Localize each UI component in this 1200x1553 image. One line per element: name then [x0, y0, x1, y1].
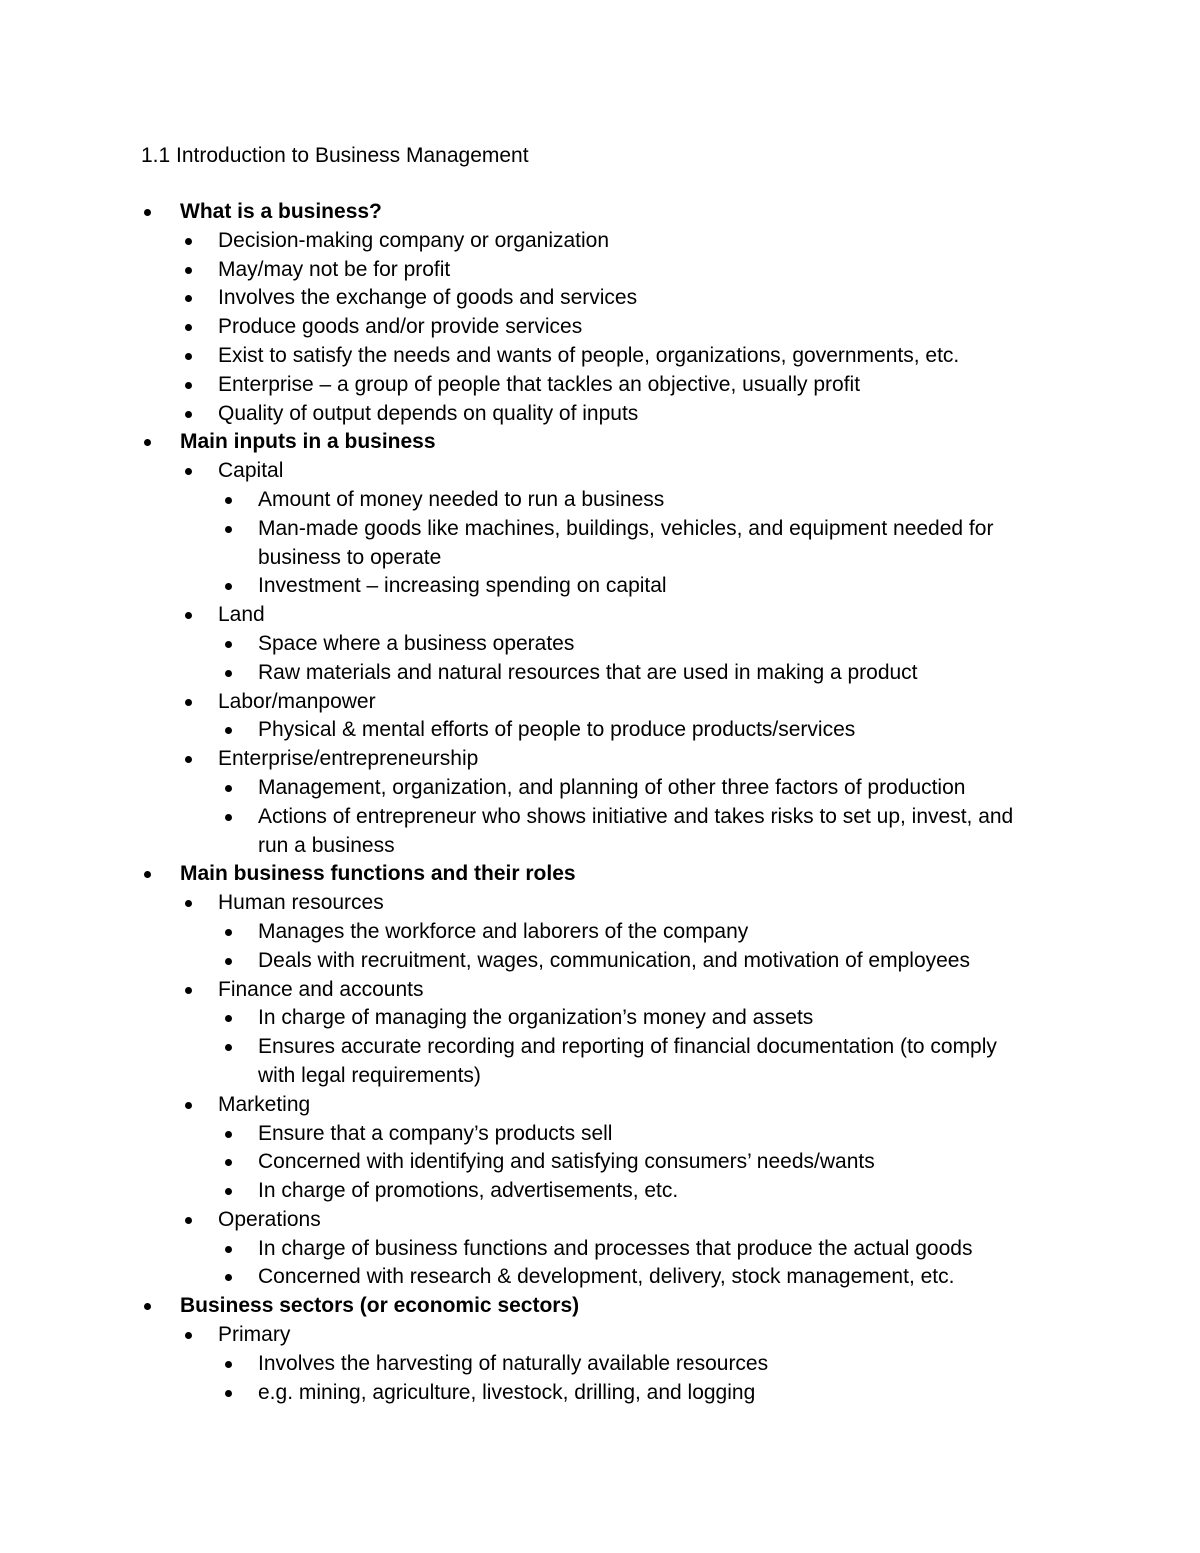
bullet-icon	[225, 785, 232, 792]
bullet-icon	[185, 411, 192, 418]
bullet-icon	[144, 439, 151, 446]
bullet-text: Labor/manpower	[218, 689, 376, 713]
bullet-item	[0, 371, 1200, 400]
bullet-text: May/may not be for profit	[218, 257, 451, 281]
bullet-item	[0, 918, 1200, 947]
bullet-icon	[185, 1217, 192, 1224]
bullet-text-continuation: business to operate	[258, 545, 442, 569]
bullet-item	[0, 1033, 1200, 1062]
bullet-text: Business sectors (or economic sectors)	[180, 1294, 580, 1318]
bullet-text: Quality of output depends on quality of inputs	[218, 401, 639, 425]
bullet-icon	[185, 612, 192, 619]
bullet-icon	[185, 756, 192, 763]
bullet-text: Operations	[218, 1207, 321, 1231]
bullet-icon	[144, 871, 151, 878]
bullet-text: In charge of managing the organization’s money and assets	[258, 1006, 814, 1030]
bullet-item	[0, 457, 1200, 486]
bullet-icon	[185, 987, 192, 994]
section-heading-item	[0, 860, 1200, 889]
bullet-text: e.g. mining, agriculture, livestock, drilling, and logging	[258, 1380, 756, 1404]
bullet-icon	[144, 209, 151, 216]
bullet-icon	[225, 1390, 232, 1397]
bullet-item	[0, 400, 1200, 429]
bullet-icon	[225, 929, 232, 936]
bullet-item	[0, 774, 1200, 803]
bullet-text: Capital	[218, 459, 284, 483]
bullet-icon	[225, 814, 232, 821]
bullet-text: Ensures accurate recording and reporting of financial documentation (to comply	[258, 1035, 997, 1059]
bullet-text: What is a business?	[180, 200, 382, 223]
bullet-text: Manages the workforce and laborers of the company	[258, 919, 749, 943]
bullet-icon	[185, 1332, 192, 1339]
bullet-icon	[225, 1274, 232, 1281]
bullet-text: In charge of business functions and processes that produce the actual goods	[258, 1236, 973, 1260]
bullet-icon	[225, 1361, 232, 1368]
bullet-icon	[225, 583, 232, 590]
bullet-text: Space where a business operates	[258, 631, 575, 655]
bullet-item	[0, 1120, 1200, 1149]
section-heading-item	[0, 198, 1200, 227]
bullet-text: Involves the harvesting of naturally available resources	[258, 1351, 769, 1375]
bullet-item-continuation	[0, 1062, 1200, 1091]
bullet-icon	[225, 1188, 232, 1195]
bullet-item	[0, 889, 1200, 918]
bullet-text: In charge of promotions, advertisements, etc.	[258, 1179, 679, 1203]
bullet-text: Primary	[218, 1323, 291, 1347]
bullet-icon	[225, 641, 232, 648]
bullet-icon	[225, 1044, 232, 1051]
bullet-text: Amount of money needed to run a business	[258, 487, 665, 511]
bullet-text: Investment – increasing spending on capital	[258, 574, 667, 598]
bullet-item	[0, 659, 1200, 688]
bullet-item	[0, 284, 1200, 313]
bullet-item	[0, 227, 1200, 256]
bullet-text: Actions of entrepreneur who shows initiative and takes risks to set up, invest, and	[258, 804, 1014, 828]
bullet-item	[0, 1148, 1200, 1177]
bullet-text: Land	[218, 603, 265, 627]
bullet-text-continuation: run a business	[258, 833, 395, 857]
bullet-item	[0, 515, 1200, 544]
bullet-item	[0, 486, 1200, 515]
bullet-item	[0, 256, 1200, 285]
bullet-icon	[225, 670, 232, 677]
bullet-icon	[185, 900, 192, 907]
page-title: 1.1 Introduction to Business Management	[141, 144, 529, 167]
bullet-icon	[185, 1102, 192, 1109]
bullet-item	[0, 572, 1200, 601]
bullet-item	[0, 1379, 1200, 1408]
bullet-icon	[185, 295, 192, 302]
bullet-item-continuation	[0, 832, 1200, 861]
bullet-text: Enterprise/entrepreneurship	[218, 747, 479, 771]
bullet-icon	[225, 958, 232, 965]
bullet-item	[0, 1321, 1200, 1350]
bullet-item	[0, 976, 1200, 1005]
bullet-text: Ensure that a company’s products sell	[258, 1121, 613, 1145]
bullet-item	[0, 313, 1200, 342]
outline-list	[0, 198, 1200, 1407]
bullet-text: Main business functions and their roles	[180, 862, 576, 886]
bullet-text: Exist to satisfy the needs and wants of people, organizations, governments, etc.	[218, 343, 960, 367]
bullet-text: Main inputs in a business	[180, 430, 436, 454]
section-heading-item	[0, 1292, 1200, 1321]
bullet-item	[0, 688, 1200, 717]
bullet-text: Involves the exchange of goods and services	[218, 286, 638, 310]
bullet-item	[0, 1263, 1200, 1292]
bullet-icon	[185, 353, 192, 360]
bullet-text: Deals with recruitment, wages, communication, and motivation of employees	[258, 948, 970, 972]
bullet-item	[0, 1206, 1200, 1235]
bullet-item	[0, 803, 1200, 832]
bullet-item	[0, 1091, 1200, 1120]
bullet-icon	[225, 1131, 232, 1138]
bullet-item	[0, 1177, 1200, 1206]
bullet-text: Concerned with research & development, delivery, stock management, etc.	[258, 1265, 955, 1289]
bullet-icon	[185, 324, 192, 331]
section-heading-item	[0, 428, 1200, 457]
bullet-text: Marketing	[218, 1092, 311, 1116]
bullet-text: Finance and accounts	[218, 977, 424, 1001]
bullet-item	[0, 745, 1200, 774]
bullet-item	[0, 1004, 1200, 1033]
bullet-icon	[225, 497, 232, 504]
bullet-icon	[185, 382, 192, 389]
bullet-icon	[144, 1303, 151, 1310]
bullet-text: Concerned with identifying and satisfying consumers’ needs/wants	[258, 1150, 875, 1174]
bullet-item	[0, 1235, 1200, 1264]
bullet-item	[0, 947, 1200, 976]
bullet-item	[0, 601, 1200, 630]
bullet-item-continuation	[0, 544, 1200, 573]
bullet-icon	[225, 1246, 232, 1253]
bullet-icon	[185, 238, 192, 245]
bullet-icon	[225, 1159, 232, 1166]
bullet-item	[0, 630, 1200, 659]
bullet-text: Produce goods and/or provide services	[218, 315, 583, 339]
bullet-text: Man-made goods like machines, buildings, vehicles, and equipment needed for	[258, 516, 994, 540]
bullet-icon	[185, 468, 192, 475]
bullet-item	[0, 1350, 1200, 1379]
bullet-icon	[185, 267, 192, 274]
bullet-text: Management, organization, and planning of other three factors of production	[258, 775, 966, 799]
bullet-text: Physical & mental efforts of people to produce products/services	[258, 718, 856, 742]
bullet-item	[0, 716, 1200, 745]
bullet-text: Raw materials and natural resources that are used in making a product	[258, 660, 918, 684]
bullet-text: Enterprise – a group of people that tackles an objective, usually profit	[218, 372, 861, 396]
bullet-icon	[225, 1015, 232, 1022]
bullet-item	[0, 342, 1200, 371]
bullet-text-continuation: with legal requirements)	[258, 1063, 481, 1087]
bullet-icon	[225, 526, 232, 533]
bullet-icon	[225, 727, 232, 734]
bullet-icon	[185, 699, 192, 706]
bullet-text: Human resources	[218, 891, 384, 915]
bullet-text: Decision-making company or organization	[218, 228, 610, 252]
